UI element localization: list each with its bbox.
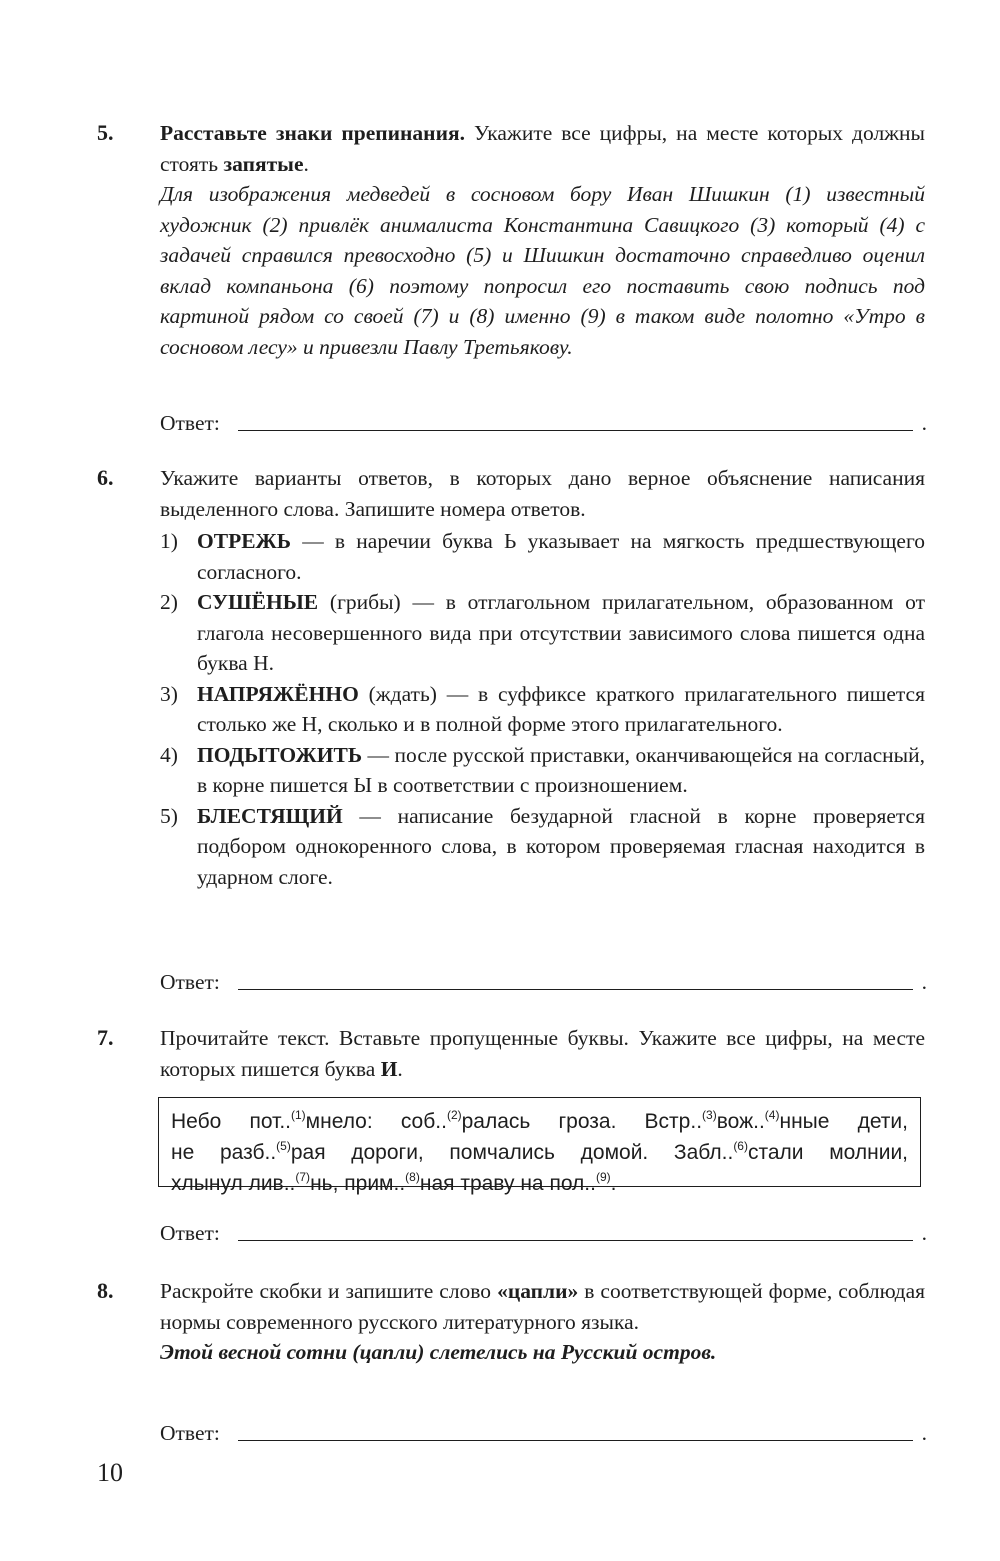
text-box-line-1 <box>171 1106 908 1137</box>
option-word: ОТРЕЖЬ <box>197 529 292 553</box>
instruction-text: Раскройте скобки и запишите слово <box>160 1279 498 1303</box>
text-fragment: нные дети, <box>779 1110 908 1133</box>
text-fragment: хлынул лив.. <box>171 1172 296 1195</box>
text-fragment: ная траву на пол.. <box>419 1172 596 1195</box>
task-heading: Расставьте знаки препинания. <box>160 121 465 145</box>
answer-label: Ответ: <box>160 1421 220 1445</box>
gap-index: (5) <box>276 1139 291 1153</box>
option-text: (ждать) — в суффиксе краткого прилагательного пишется столько же Н, сколько и в полной форме этого прилагательного. <box>197 681 925 736</box>
task-instruction <box>160 1276 925 1337</box>
answer-label: Ответ: <box>160 970 220 994</box>
instruction-keyword: запятые <box>223 151 304 176</box>
option-item <box>160 801 925 893</box>
option-text: — в наречии буква Ь указывает на мягкость предшествующего согласного. <box>197 529 925 584</box>
text-fragment: вож.. <box>716 1110 765 1133</box>
text-fragment: рая дороги, помчались домой. Забл.. <box>290 1141 734 1164</box>
option-item <box>160 679 925 740</box>
option-word: НАПРЯЖЁННО <box>197 681 359 706</box>
option-number: 4) <box>160 742 178 767</box>
text-box <box>158 1097 921 1195</box>
option-item <box>160 740 925 801</box>
option-word: ПОДЫТОЖИТЬ <box>197 742 363 767</box>
text-fragment: стали молнии, <box>747 1141 909 1164</box>
answer-line[interactable] <box>238 430 913 431</box>
text-box-line-2 <box>171 1137 908 1168</box>
instruction-end: . <box>303 151 309 176</box>
page-number: 10 <box>97 1458 123 1487</box>
gap-index: (2) <box>446 1108 462 1122</box>
instruction-keyword: И <box>380 1056 398 1081</box>
answer-field[interactable] <box>160 1418 935 1448</box>
text-fragment: Небо пот.. <box>171 1110 291 1133</box>
answer-field[interactable] <box>160 408 935 438</box>
option-item <box>160 587 925 679</box>
gap-index: (6) <box>733 1139 748 1153</box>
task-number: 5. <box>97 120 114 145</box>
gap-index: (4) <box>764 1108 780 1122</box>
task-number: 7. <box>97 1025 114 1050</box>
task-number: 6. <box>97 465 114 490</box>
option-word: СУШЁНЫЕ <box>197 590 319 614</box>
task-sentence: Этой весной сотни (цапли) слетелись на Русский остров. <box>160 1340 717 1364</box>
answer-label: Ответ: <box>160 411 220 435</box>
text-fragment: не разб.. <box>171 1141 277 1164</box>
task-body <box>160 1023 925 1084</box>
text-fragment: ралась гроза. Встр.. <box>461 1110 703 1133</box>
answer-line[interactable] <box>238 1240 913 1241</box>
task-instruction <box>160 118 925 179</box>
answer-period: . <box>921 970 927 994</box>
answer-field[interactable] <box>160 967 935 997</box>
task-instruction <box>160 1023 925 1084</box>
option-word: БЛЕСТЯЩИЙ <box>197 803 343 828</box>
text-fragment: мнело: соб.. <box>305 1110 447 1133</box>
task-body <box>160 1276 925 1368</box>
task-instruction: Укажите варианты ответов, в которых дано верное объяснение написания выделенного слова. Запишите номера ответов. <box>160 466 925 521</box>
answer-period: . <box>921 1221 927 1245</box>
option-text: (грибы) — в отглагольном прилагательном, образованном от глагола несовершенного вида при отсутствии зависимого слова пишется одна буква Н. <box>197 590 925 675</box>
task-body <box>160 463 925 892</box>
answer-line[interactable] <box>238 1440 913 1441</box>
answer-label: Ответ: <box>160 1221 220 1245</box>
option-number: 3) <box>160 681 178 706</box>
instruction-keyword: «цапли» <box>497 1279 579 1303</box>
task-text: Для изображения медведей в сосновом бору Иван Шишкин (1) известный художник (2) привлёк анималиста Константина Савицкого (3) который (4) с задачей справился превосходно (5) и Шишкин достаточно справедливо оценил вклад компаньона (6) поэтому попросил его поставить свою подпись под картиной рядом со своей (7) и (8) именно (9) в таком виде полотно «Утро в сосновом лесу» и привезли Павлу Третьякову. <box>160 182 925 359</box>
answer-period: . <box>921 411 927 435</box>
task-body <box>160 118 925 362</box>
text-box-line-3 <box>171 1168 908 1199</box>
gap-index: (1) <box>291 1108 306 1122</box>
task-number: 8. <box>97 1278 114 1303</box>
option-text: — после русской приставки, оканчивающейся на согласный, в корне пишется Ы в соответствии с произношением. <box>197 742 925 797</box>
option-number: 5) <box>160 803 178 828</box>
instruction-text: Укажите все цифры, на месте которых должны стоять <box>160 121 925 176</box>
option-number: 2) <box>160 590 178 614</box>
gap-index: (3) <box>702 1108 717 1122</box>
instruction-text: Прочитайте текст. Вставьте пропущенные буквы. Укажите все цифры, на месте которых пишется буква <box>160 1026 925 1081</box>
gap-index: (8) <box>405 1170 420 1184</box>
option-number: 1) <box>160 529 178 553</box>
instruction-end: . <box>397 1056 403 1081</box>
gap-index: (9) <box>595 1170 611 1184</box>
text-fragment: нь, прим.. <box>310 1172 406 1195</box>
answer-line[interactable] <box>238 989 913 990</box>
gap-index: (7) <box>295 1170 311 1184</box>
option-text: — написание безударной гласной в корне проверяется подбором однокоренного слова, в котором проверяемая гласная находится в ударном слоге. <box>197 803 925 889</box>
option-item <box>160 526 925 587</box>
option-list <box>160 526 925 892</box>
answer-field[interactable] <box>160 1218 935 1248</box>
instruction-text: в соответствующей форме, соблюдая нормы современного русского литературного языка. <box>160 1279 925 1334</box>
text-fragment: . <box>610 1172 617 1195</box>
answer-period: . <box>921 1421 927 1445</box>
